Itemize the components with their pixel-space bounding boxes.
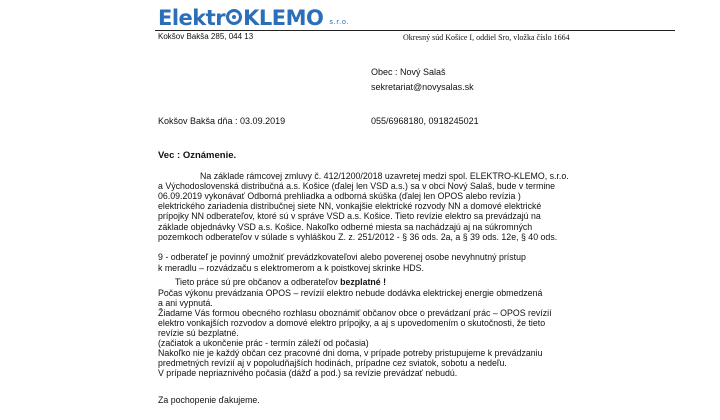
logo-text-2: KLEMO xyxy=(243,6,324,30)
free-notice-bold: bezplatné ! xyxy=(340,277,387,287)
free-notice xyxy=(175,277,386,287)
body-line: Počas výkonu prevádzania OPOS – revízií elektro nebude dodávka elektrickej energie obmedzená xyxy=(158,288,543,298)
body-line: a Východoslovenská distribučná a.s. Košice (ďalej len VSD a.s.) sa v obci Nový Salaš, bude v termine xyxy=(158,181,556,191)
body-line: Na základe rámcovej zmluvy č. 412/1200/2018 uzavretej medzi spol. ELEKTRO-KLEMO, s.r.o. xyxy=(200,171,569,181)
body-line: predmetných revízií aj v popoludňajších hodinách, prípadne cez sviatok, sobotu a nedeľu. xyxy=(158,358,507,368)
body-line: elektro vonkajších rozvodov a domové elektro prípojky, a aj s upovedomením o skutočnosti, že tieto xyxy=(158,318,546,328)
place-date: Kokšov Bakša dňa : 03.09.2019 xyxy=(158,116,286,126)
free-notice-text: Tieto práce sú pre občanov a odberateľov xyxy=(175,277,338,287)
subject-line: Vec : Oznámenie. xyxy=(158,150,237,161)
body-line: Žiadame Vás formou obecného rozhlasu oboznámiť občanov obce o prevádzaní prác – OPOS revízií xyxy=(158,308,552,318)
logo-suffix: s.r.o. xyxy=(329,18,350,26)
recipient-email[interactable]: sekretariat@novysalas.sk xyxy=(371,82,474,92)
court-registration: Okresný súd Košice I, oddiel Sro, vložka číslo 1664 xyxy=(403,33,570,42)
body-line: revízie sú bezplatné. xyxy=(158,328,239,338)
logo-mark-icon xyxy=(226,9,242,25)
body-line: prípojky NN odberateľov, ktoré sú v správe VSD a.s. Košice. Tieto revízie elektro sa prevádzajú na xyxy=(158,211,541,221)
logo-text-1: Elektr xyxy=(158,6,226,30)
body-line: 06.09.2019 vykonávať Odborná prehliadka a odborná skúška (ďalej len OPOS alebo revízia ) xyxy=(158,191,521,201)
company-logo xyxy=(158,6,349,30)
body-line: elektrického zariadenia distribučnej siete NN, vonkajšie elektrické rozvody NN a domové elektrické xyxy=(158,201,542,211)
phone-numbers: 055/6968180, 0918245021 xyxy=(371,116,479,126)
body-line: (začiatok a ukončenie prác - termín záleží od počasia) xyxy=(158,338,369,348)
body-line: k meradlu – rozvádzaču s elektromerom a k poistkovej skrinke HDS. xyxy=(158,263,424,273)
body-line: a ani vypnutá. xyxy=(158,298,213,308)
company-address: Kokšov Bakša 285, 044 13 xyxy=(158,32,254,41)
body-line: V prípade nepriaznivého počasia (dážď a pod.) sa revízie prevádzať nebudú. xyxy=(158,368,458,378)
body-line: 9 - odberateľ je povinný umožniť prevádzkovateľovi alebo poverenej osobe nevyhnutný prístup xyxy=(158,252,526,262)
header-divider xyxy=(155,30,675,31)
body-line: pozemkoch odberateľov v súlade s vyhláškou Z. z. 251/2012 - § 36 ods. 2a, a § 39 ods. 12e, § 40 ods. xyxy=(158,232,558,242)
body-line: Nakoľko nie je každý občan cez pracovné dni doma, v prípade potreby pristupujeme k prevádzaniu xyxy=(158,348,543,358)
closing-line: Za pochopenie ďakujeme. xyxy=(158,395,260,405)
body-line: základe objednávky VSD a.s. Košice. Nakoľko odberné miesta sa nachádzajú aj na súkromných xyxy=(158,222,533,232)
recipient-municipality: Obec : Nový Salaš xyxy=(371,67,446,77)
